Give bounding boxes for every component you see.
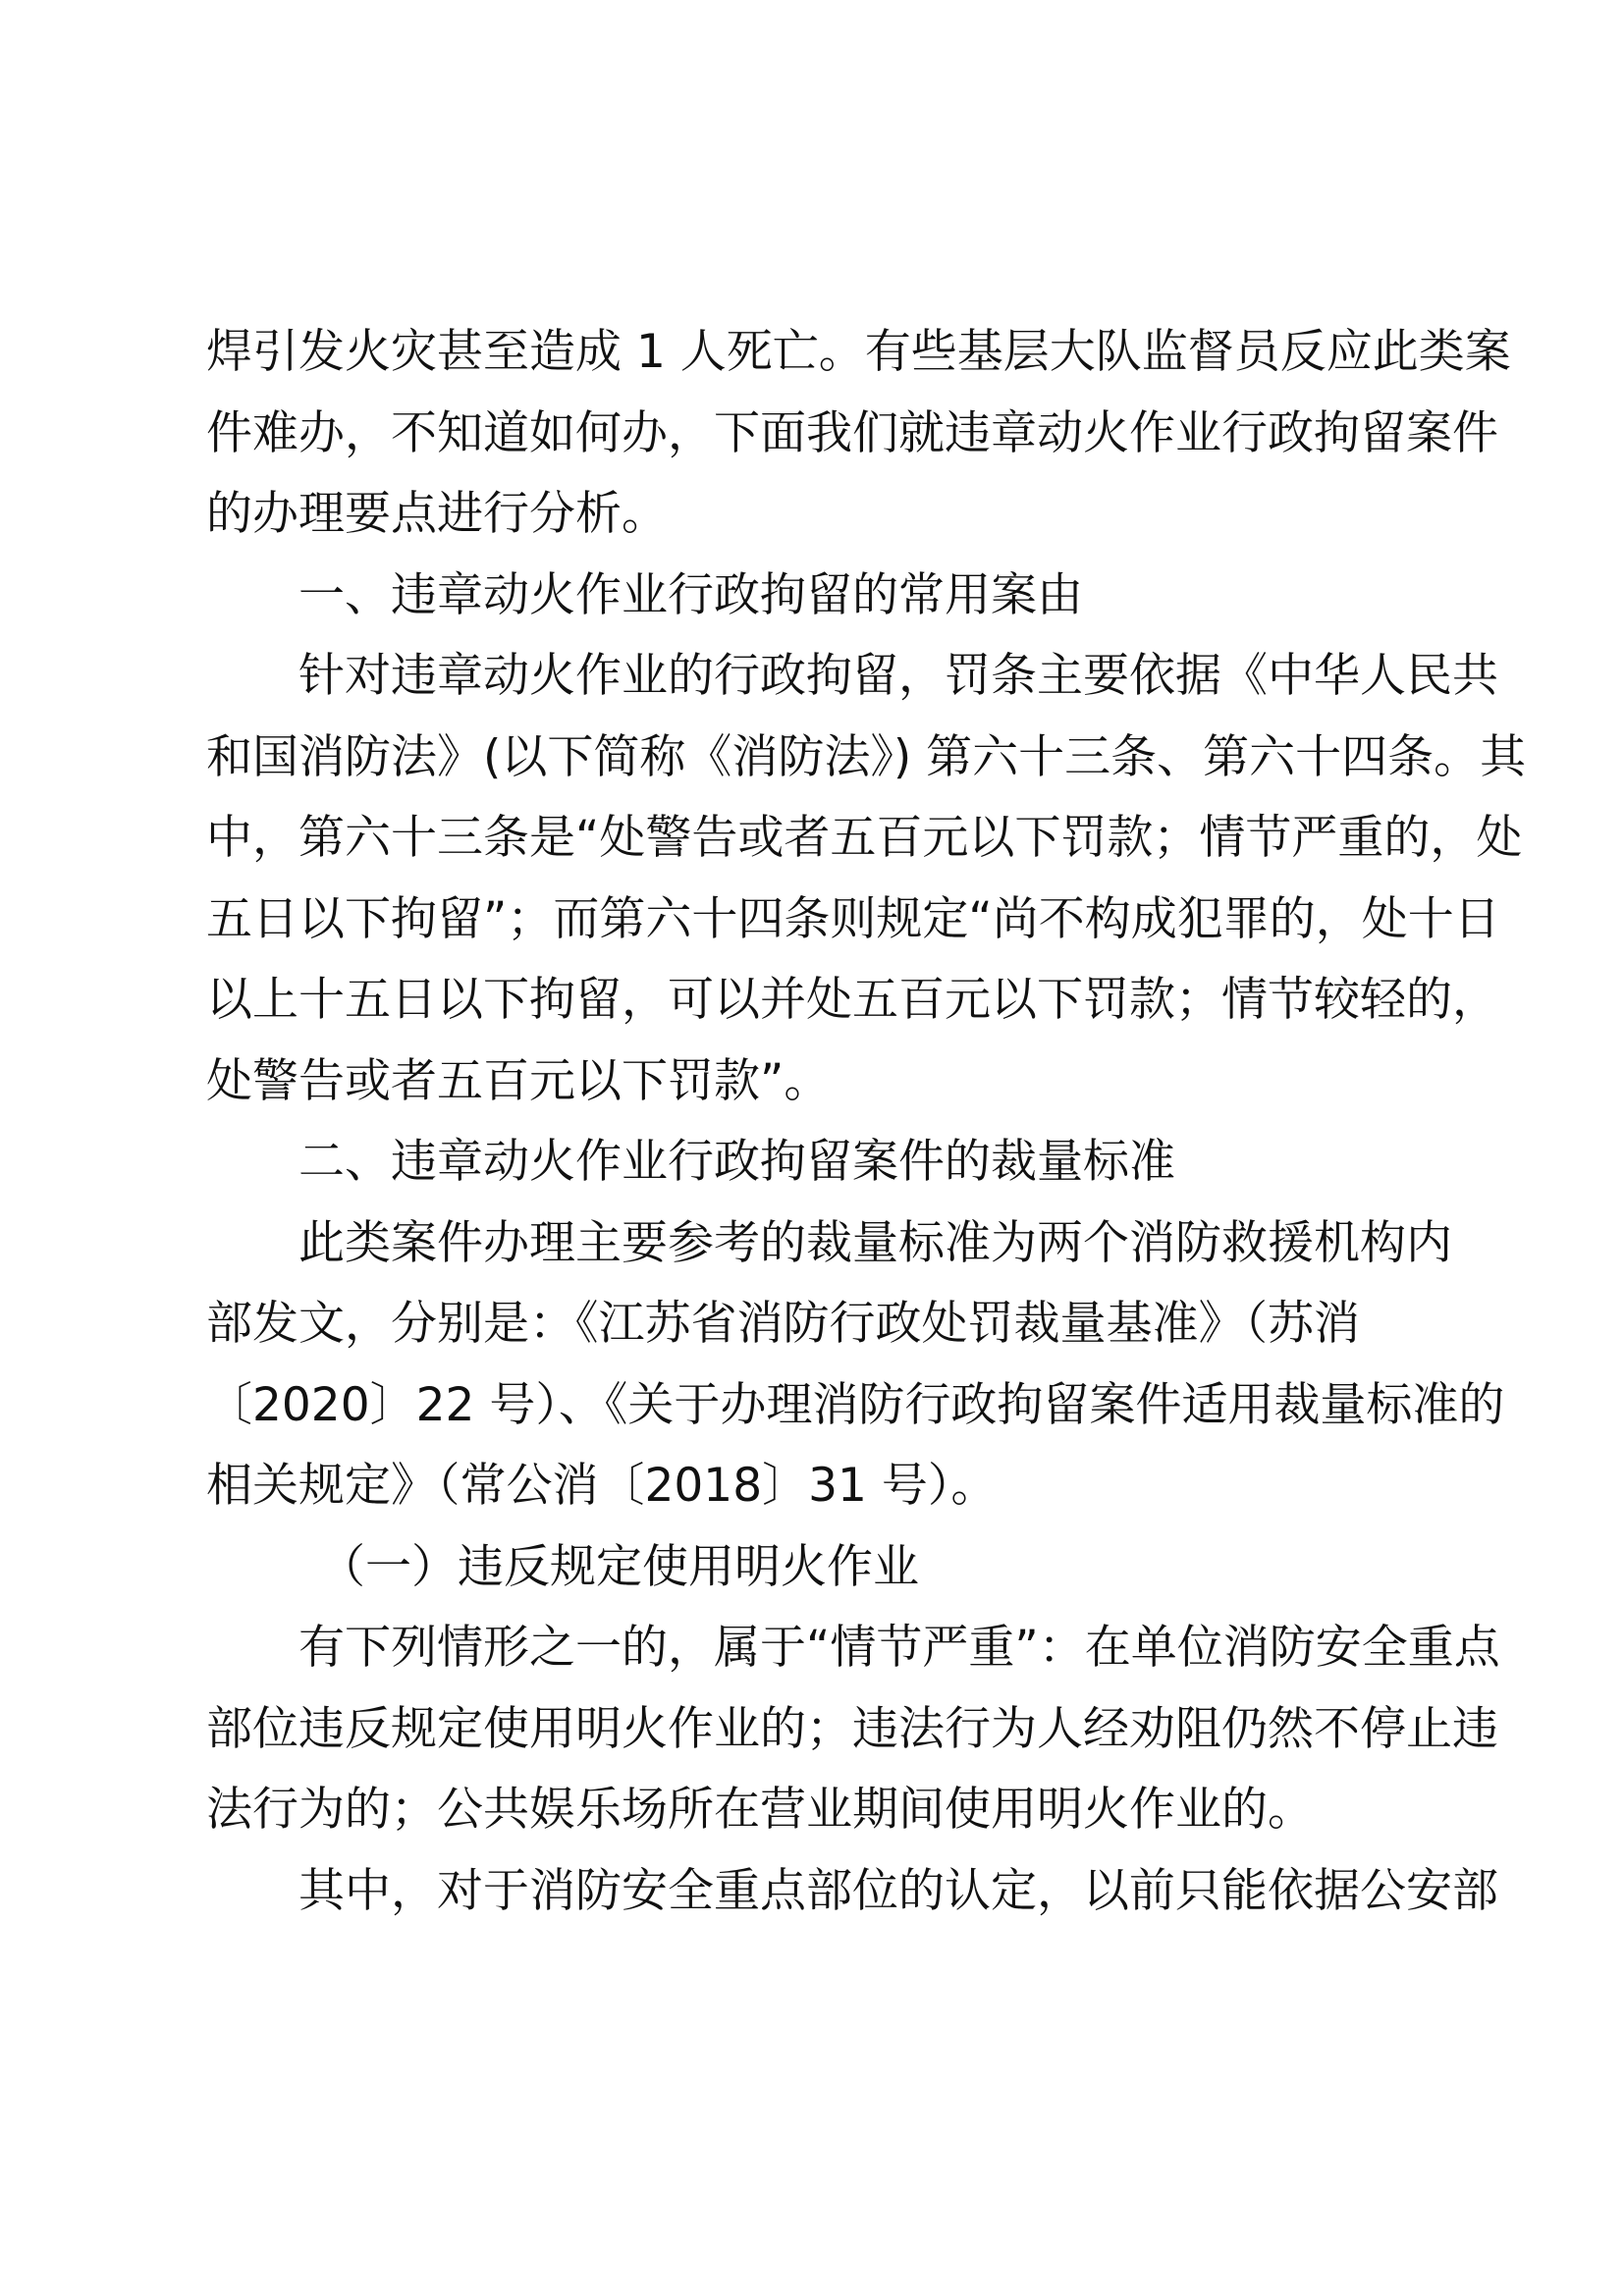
body-line: 〔2020〕22 号）、《关于办理消防行政拘留案件适用裁量标准的	[206, 1377, 1505, 1432]
body-line: 的办理要点进行分析。	[206, 487, 668, 541]
paragraph-first-line: 此类案件办理主要参考的裁量标准为两个消防救援机构内	[298, 1215, 1452, 1270]
body-line: 处警告或者五百元以下罚款”。	[206, 1053, 831, 1108]
paragraph-first-line: 有下列情形之一的，属于“情节严重”：在单位消防安全重点	[298, 1621, 1500, 1675]
body-line: 五日以下拘留”；而第六十四条则规定“尚不构成犯罪的，处十日	[206, 891, 1500, 946]
body-line: 以上十五日以下拘留，可以并处五百元以下罚款；情节较轻的，	[206, 973, 1498, 1027]
paragraph-first-line: 针对违章动火作业的行政拘留，罚条主要依据《中华人民共	[298, 649, 1498, 703]
body-line: 部位违反规定使用明火作业的；违法行为人经劝阻仍然不停止违	[206, 1701, 1498, 1756]
document-body	[206, 312, 1527, 1932]
body-line: 法行为的；公共娱乐场所在营业期间使用明火作业的。	[206, 1783, 1314, 1837]
body-line: 件难办，不知道如何办，下面我们就违章动火作业行政拘留案件	[206, 405, 1498, 460]
body-line: 焊引发火灾甚至造成 1 人死亡。有些基层大队监督员反应此类案	[206, 325, 1511, 379]
body-line: 中，第六十三条是“处警告或者五百元以下罚款；情节严重的，处	[206, 811, 1523, 865]
body-line: 相关规定》（常公消〔2018〕31 号）。	[206, 1459, 998, 1513]
section-heading-1: 一、违章动火作业行政拘留的常用案由	[298, 567, 1083, 622]
body-line: 和国消防法》(以下简称《消防法》) 第六十三条、第六十四条。其	[206, 729, 1527, 784]
section-heading-2: 二、违章动火作业行政拘留案件的裁量标准	[298, 1135, 1175, 1189]
subsection-heading-1: （一）违反规定使用明火作业	[319, 1539, 919, 1594]
body-line: 部发文，分别是：《江苏省消防行政处罚裁量基准》（苏消	[206, 1297, 1360, 1351]
paragraph-first-line: 其中，对于消防安全重点部位的认定，以前只能依据公安部	[298, 1863, 1498, 1918]
